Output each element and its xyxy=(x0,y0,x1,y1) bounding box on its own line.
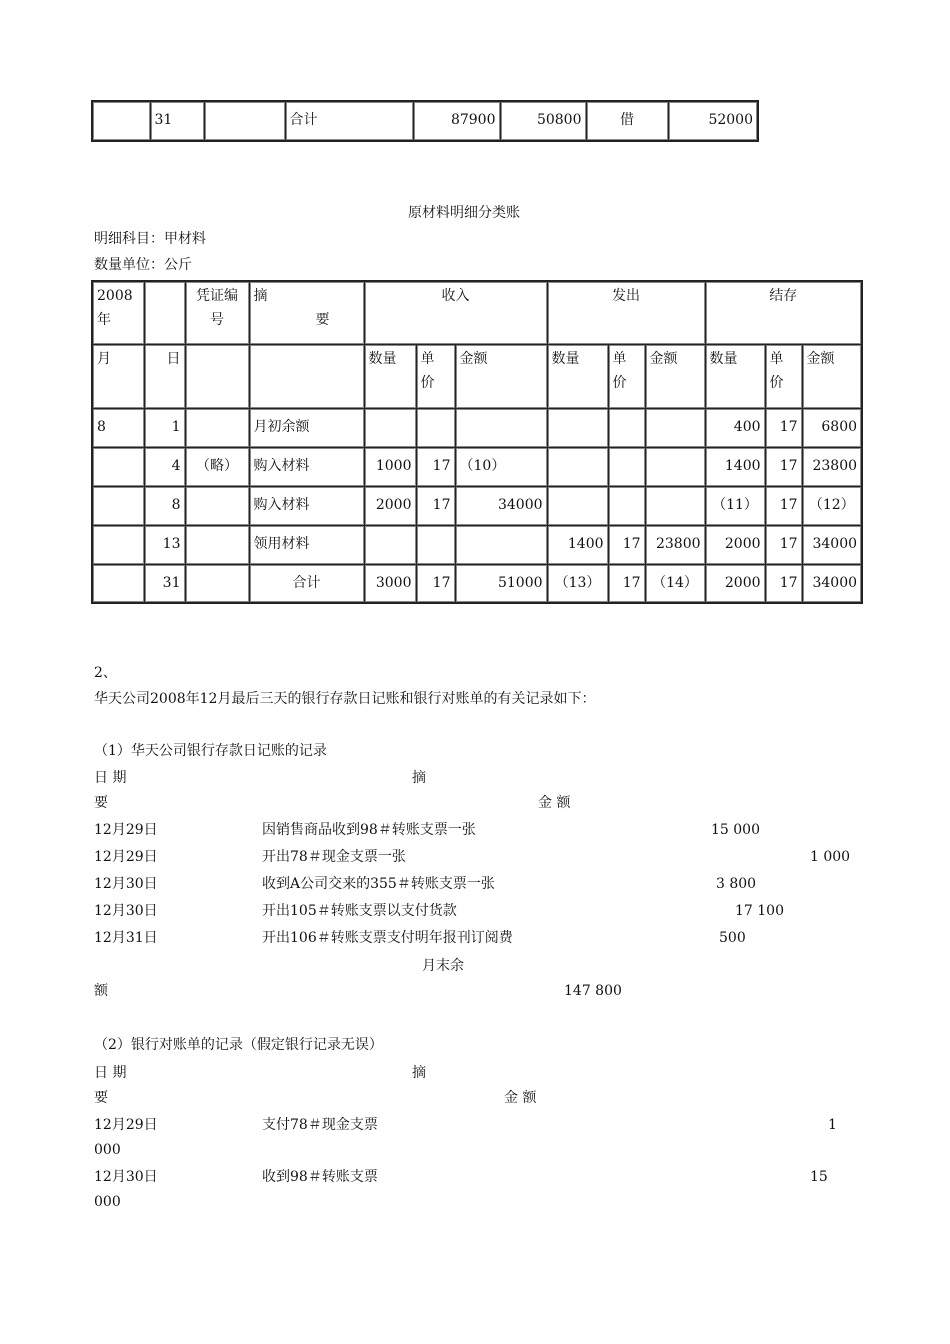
direction-cell: 借 xyxy=(586,101,668,141)
blank-header xyxy=(185,344,249,408)
s2-row-desc: 收到98＃转账支票 xyxy=(262,1169,378,1185)
issue-amount-cell xyxy=(645,486,705,525)
ledger-subject: 明细科目：甲材料 xyxy=(94,231,206,247)
voucher-cell xyxy=(185,486,249,525)
income-amount-cell: （10） xyxy=(455,447,547,486)
month-cell xyxy=(92,486,144,525)
issue-amount-header: 金额 xyxy=(645,344,705,408)
month-cell xyxy=(92,564,144,603)
issue-header: 发出 xyxy=(547,281,705,344)
income-qty-cell xyxy=(364,525,416,564)
summary-cell: 购入材料 xyxy=(249,447,364,486)
s2-amount-header: 金 额 xyxy=(504,1090,537,1106)
section2-title: （2）银行对账单的记录（假定银行记录无误） xyxy=(94,1037,383,1053)
month-cell xyxy=(92,101,150,141)
stock-amount-cell: 6800 xyxy=(802,408,862,447)
issue-price-cell: 17 xyxy=(608,525,645,564)
stock-price-cell: 17 xyxy=(765,564,802,603)
month-header: 月 xyxy=(92,344,144,408)
table-row xyxy=(92,101,758,141)
s2-summary-header-b: 要 xyxy=(94,1090,108,1106)
stock-qty-cell: 2000 xyxy=(705,525,765,564)
stock-price-header: 单 价 xyxy=(765,344,802,408)
s1-row-amount: 3 800 xyxy=(716,876,757,892)
s2-date-header: 日 期 xyxy=(94,1065,127,1081)
stock-qty-cell: 400 xyxy=(705,408,765,447)
stock-price-cell: 17 xyxy=(765,525,802,564)
s1-summary-header-a: 摘 xyxy=(412,770,426,786)
stock-price-cell: 17 xyxy=(765,447,802,486)
issue-qty-cell xyxy=(547,408,608,447)
s1-row-amount: 17 100 xyxy=(735,903,784,919)
income-header: 收入 xyxy=(364,281,547,344)
s1-end-label-b: 额 xyxy=(94,983,108,999)
issue-price-cell xyxy=(608,447,645,486)
income-price-cell xyxy=(416,408,455,447)
debit-cell: 87900 xyxy=(413,101,500,141)
stock-header: 结存 xyxy=(705,281,862,344)
voucher-cell xyxy=(185,408,249,447)
s1-row-amount: 1 000 xyxy=(810,849,851,865)
s1-row-date: 12月29日 xyxy=(94,849,158,865)
issue-amount-cell xyxy=(645,408,705,447)
voucher-cell xyxy=(185,564,249,603)
summary-cell: 领用材料 xyxy=(249,525,364,564)
s1-row-desc: 因销售商品收到98＃转账支票一张 xyxy=(262,822,476,838)
stock-qty-cell: 2000 xyxy=(705,564,765,603)
income-qty-cell: 2000 xyxy=(364,486,416,525)
stock-amount-cell: 23800 xyxy=(802,447,862,486)
header-row-1 xyxy=(92,281,862,344)
s1-row-date: 12月30日 xyxy=(94,876,158,892)
s1-row-date: 12月31日 xyxy=(94,930,158,946)
stock-qty-header: 数量 xyxy=(705,344,765,408)
day-header: 日 xyxy=(144,344,185,408)
s2-row-amount-a: 1 xyxy=(828,1117,837,1133)
table-row xyxy=(92,525,862,564)
day-cell: 8 xyxy=(144,486,185,525)
stock-amount-header: 金额 xyxy=(802,344,862,408)
s1-row-desc: 收到A公司交来的355＃转账支票一张 xyxy=(262,876,495,892)
s1-date-header: 日 期 xyxy=(94,770,127,786)
issue-qty-header: 数量 xyxy=(547,344,608,408)
stock-amount-cell: 34000 xyxy=(802,564,862,603)
issue-price-header: 单 价 xyxy=(608,344,645,408)
income-amount-cell: 51000 xyxy=(455,564,547,603)
credit-cell: 50800 xyxy=(500,101,586,141)
s2-row-date: 12月29日 xyxy=(94,1117,158,1133)
year-header: 2008 年 xyxy=(92,281,144,344)
s1-row-desc: 开出78＃现金支票一张 xyxy=(262,849,406,865)
income-price-cell: 17 xyxy=(416,564,455,603)
material-ledger-table xyxy=(91,280,863,604)
s1-row-desc: 开出105＃转账支票以支付货款 xyxy=(262,903,457,919)
day-cell: 1 xyxy=(144,408,185,447)
s1-row-desc: 开出106＃转账支票支付明年报刊订阅费 xyxy=(262,930,513,946)
income-amount-cell: 34000 xyxy=(455,486,547,525)
s2-row-amount-b: 000 xyxy=(94,1194,121,1210)
s2-row-amount-b: 000 xyxy=(94,1142,121,1158)
issue-amount-cell xyxy=(645,447,705,486)
month-cell xyxy=(92,447,144,486)
summary-header: 摘 要 xyxy=(249,281,364,344)
stock-amount-cell: 34000 xyxy=(802,525,862,564)
stock-amount-cell: （12） xyxy=(802,486,862,525)
voucher-cell xyxy=(185,525,249,564)
blank-header xyxy=(144,281,185,344)
issue-qty-cell xyxy=(547,447,608,486)
day-cell: 31 xyxy=(144,564,185,603)
summary-cell: 月初余额 xyxy=(249,408,364,447)
day-cell: 31 xyxy=(150,101,204,141)
ledger-unit: 数量单位：公斤 xyxy=(94,257,192,273)
issue-price-cell xyxy=(608,408,645,447)
income-qty-header: 数量 xyxy=(364,344,416,408)
table-row xyxy=(92,408,862,447)
issue-price-cell xyxy=(608,486,645,525)
s1-end-amount: 147 800 xyxy=(564,983,622,999)
header-row-2 xyxy=(92,344,862,408)
income-price-header: 单 价 xyxy=(416,344,455,408)
stock-qty-cell: 1400 xyxy=(705,447,765,486)
s1-end-label-a: 月末余 xyxy=(422,958,464,974)
income-qty-cell: 1000 xyxy=(364,447,416,486)
stock-price-cell: 17 xyxy=(765,408,802,447)
month-cell: 8 xyxy=(92,408,144,447)
day-cell: 4 xyxy=(144,447,185,486)
issue-amount-cell: 23800 xyxy=(645,525,705,564)
s1-summary-header-b: 要 xyxy=(94,795,108,811)
table-row xyxy=(92,564,862,603)
table-row xyxy=(92,486,862,525)
ledger-title: 原材料明细分类账 xyxy=(408,205,520,221)
income-amount-header: 金额 xyxy=(455,344,547,408)
table-row xyxy=(92,447,862,486)
income-amount-cell xyxy=(455,525,547,564)
voucher-header: 凭证编 号 xyxy=(185,281,249,344)
issue-price-cell: 17 xyxy=(608,564,645,603)
s1-row-amount: 500 xyxy=(719,930,746,946)
stock-qty-cell: （11） xyxy=(705,486,765,525)
issue-amount-cell: （14） xyxy=(645,564,705,603)
income-price-cell: 17 xyxy=(416,447,455,486)
s2-row-amount-a: 15 xyxy=(810,1169,828,1185)
income-amount-cell xyxy=(455,408,547,447)
summary-cell: 购入材料 xyxy=(249,486,364,525)
s2-summary-header-a: 摘 xyxy=(412,1065,426,1081)
question-number: 2、 xyxy=(94,665,117,681)
issue-qty-cell: 1400 xyxy=(547,525,608,564)
income-price-cell: 17 xyxy=(416,486,455,525)
income-price-cell xyxy=(416,525,455,564)
s1-row-amount: 15 000 xyxy=(711,822,760,838)
month-cell xyxy=(92,525,144,564)
section1-title: （1）华天公司银行存款日记账的记录 xyxy=(94,743,327,759)
s2-row-date: 12月30日 xyxy=(94,1169,158,1185)
income-qty-cell xyxy=(364,408,416,447)
voucher-cell: （略） xyxy=(185,447,249,486)
blank-header xyxy=(249,344,364,408)
s1-row-date: 12月30日 xyxy=(94,903,158,919)
s1-amount-header: 金 额 xyxy=(538,795,571,811)
summary-cell: 合计 xyxy=(285,101,413,141)
summary-cell: 合计 xyxy=(249,564,364,603)
balance-cell: 52000 xyxy=(668,101,758,141)
voucher-cell xyxy=(204,101,285,141)
s2-row-desc: 支付78＃现金支票 xyxy=(262,1117,378,1133)
s1-row-date: 12月29日 xyxy=(94,822,158,838)
issue-qty-cell xyxy=(547,486,608,525)
issue-qty-cell: （13） xyxy=(547,564,608,603)
question-intro: 华天公司2008年12月最后三天的银行存款日记账和银行对账单的有关记录如下： xyxy=(94,691,596,707)
day-cell: 13 xyxy=(144,525,185,564)
top-ledger-row-table xyxy=(91,100,759,142)
stock-price-cell: 17 xyxy=(765,486,802,525)
income-qty-cell: 3000 xyxy=(364,564,416,603)
